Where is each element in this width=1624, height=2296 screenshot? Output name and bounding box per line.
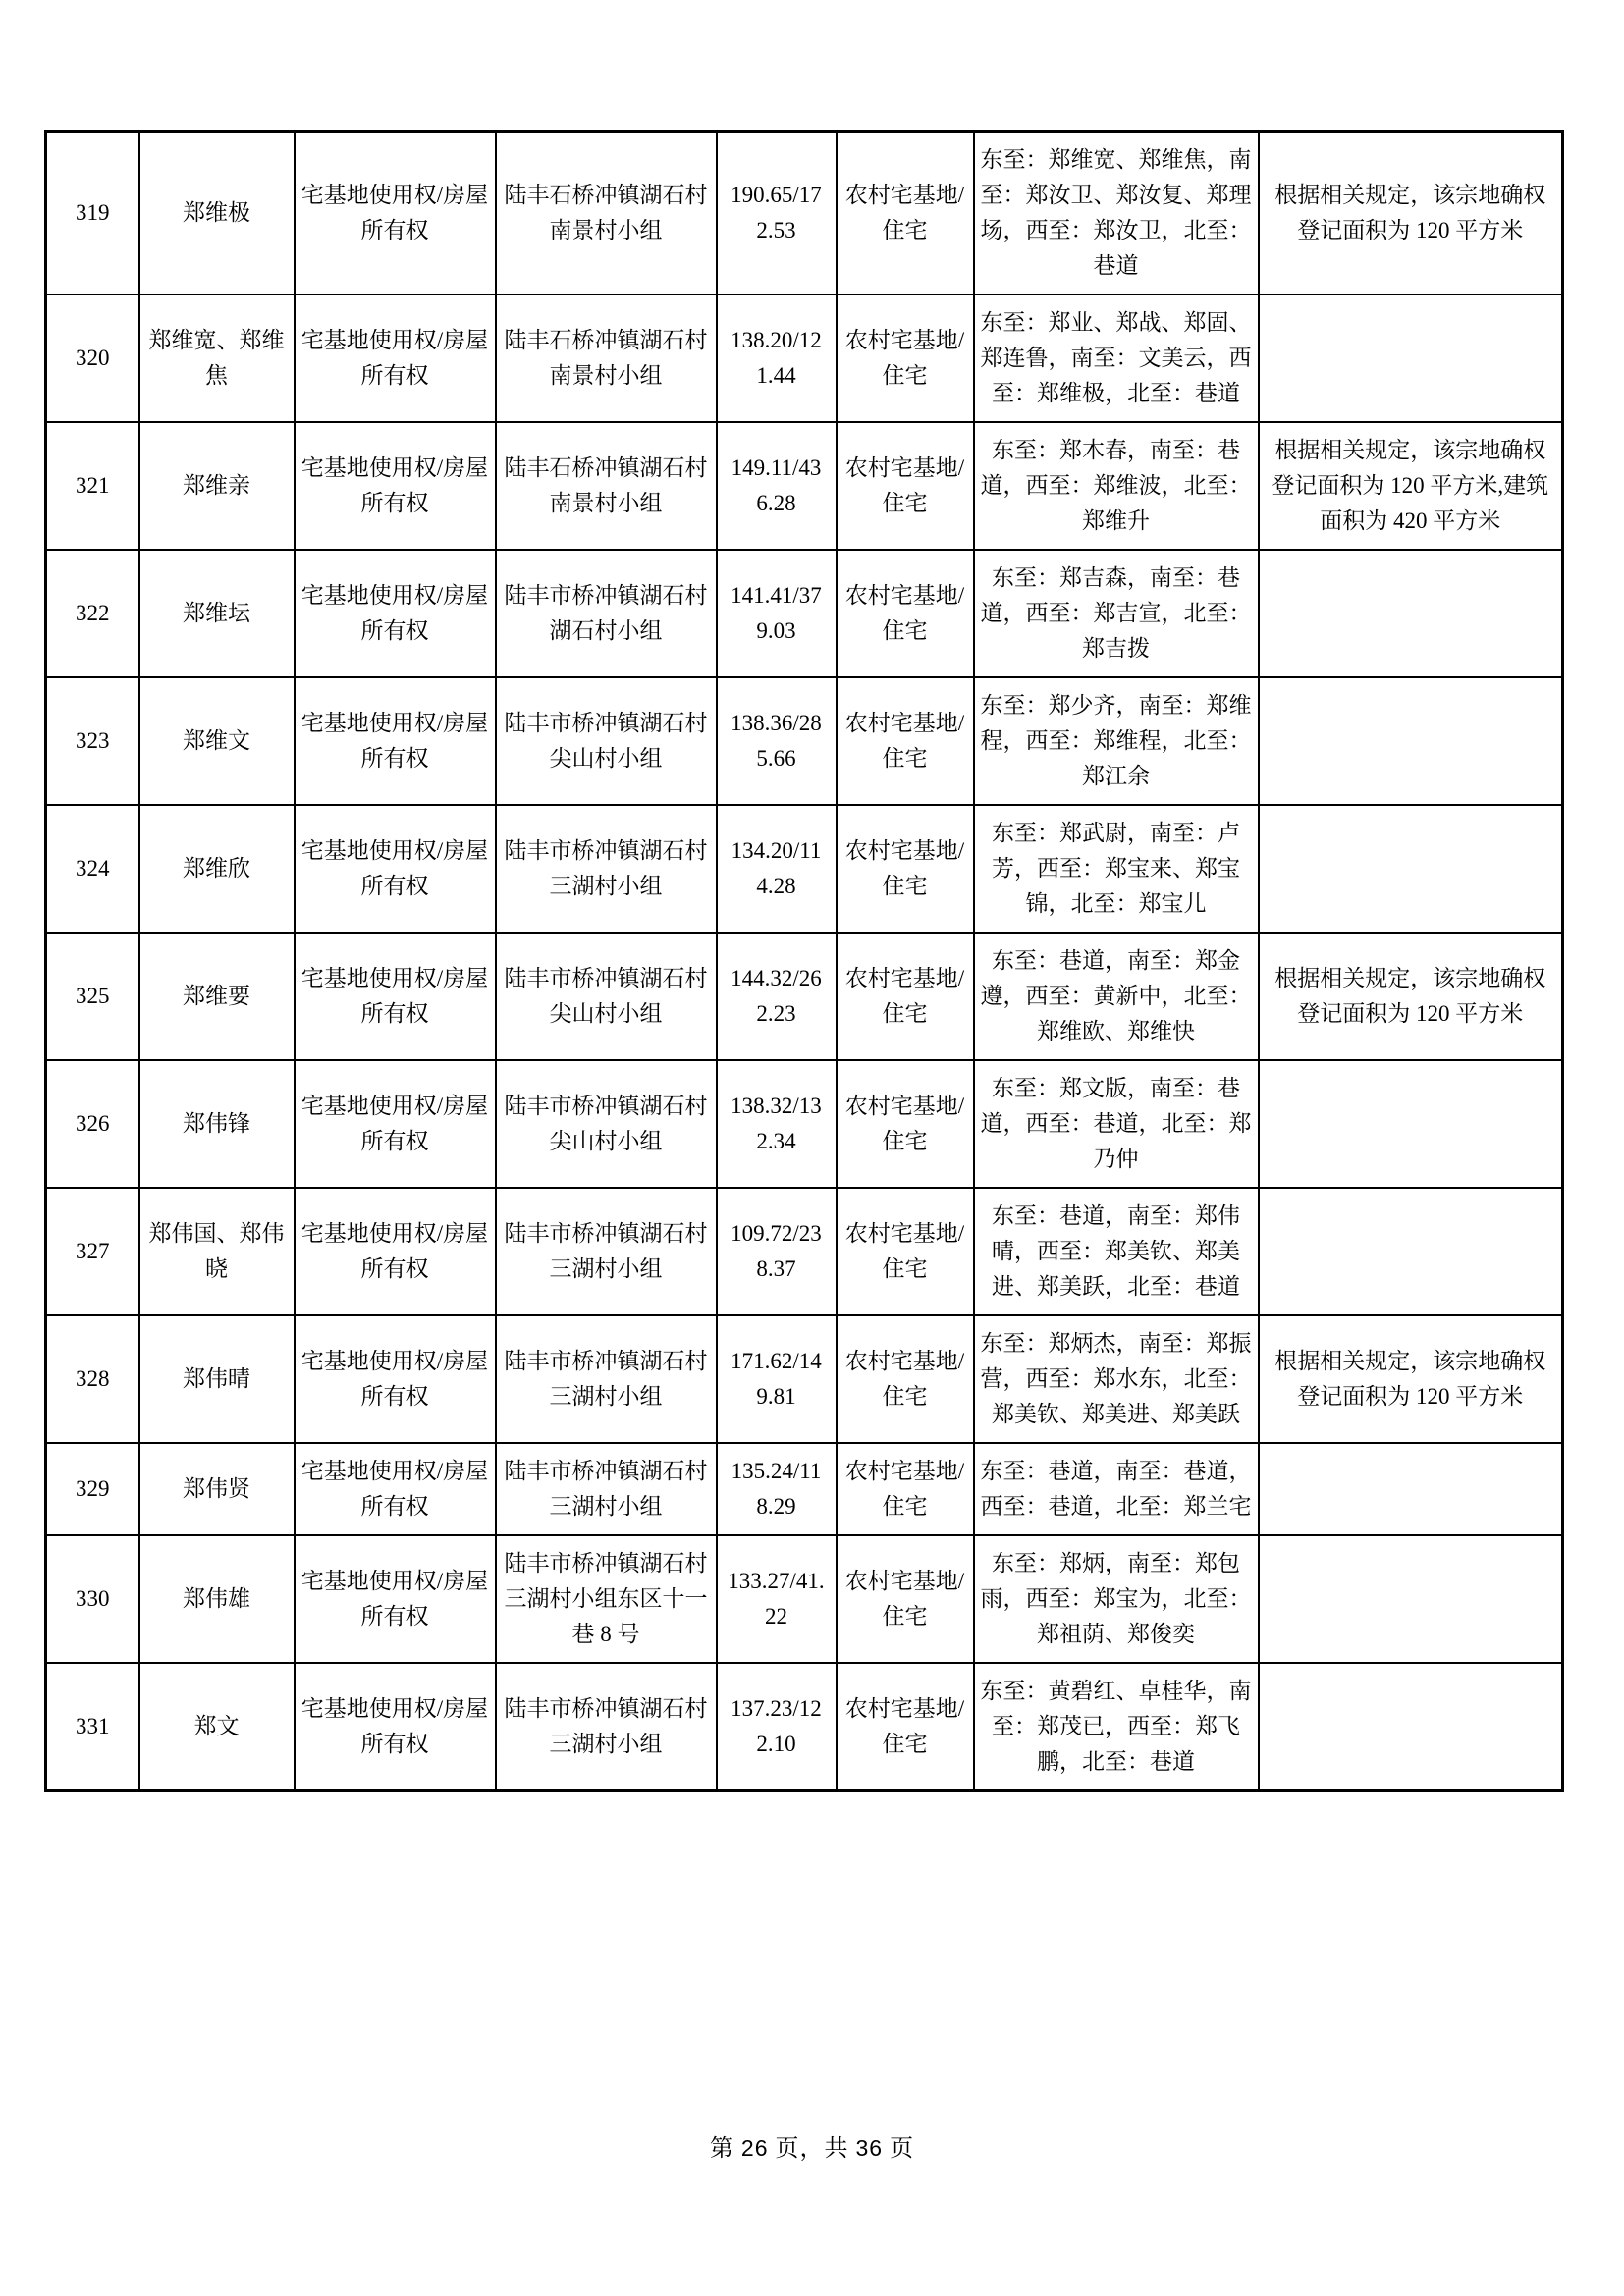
land-use-cell: 农村宅基地/住宅	[837, 550, 974, 677]
right-type-cell: 宅基地使用权/房屋所有权	[295, 550, 496, 677]
holder-name-cell: 郑伟晴	[139, 1315, 295, 1443]
land-use-cell: 农村宅基地/住宅	[837, 933, 974, 1060]
right-type-cell: 宅基地使用权/房屋所有权	[295, 677, 496, 805]
table-row	[46, 677, 1563, 805]
remark-cell	[1259, 1060, 1563, 1188]
parcel-location-cell: 陆丰石桥冲镇湖石村南景村小组	[496, 132, 717, 295]
parcel-boundaries-cell: 东至：巷道，南至：巷道，西至：巷道，北至：郑兰宅	[974, 1443, 1259, 1535]
row-number-cell: 322	[46, 550, 139, 677]
remark-cell: 根据相关规定，该宗地确权登记面积为 120 平方米	[1259, 1315, 1563, 1443]
holder-name-cell: 郑维坛	[139, 550, 295, 677]
remark-cell: 根据相关规定，该宗地确权登记面积为 120 平方米	[1259, 132, 1563, 295]
table-row	[46, 132, 1563, 295]
remark-cell	[1259, 550, 1563, 677]
table-row	[46, 1315, 1563, 1443]
remark-cell	[1259, 1443, 1563, 1535]
right-type-cell: 宅基地使用权/房屋所有权	[295, 294, 496, 422]
parcel-area-cell: 109.72/238.37	[717, 1188, 837, 1315]
land-use-cell: 农村宅基地/住宅	[837, 294, 974, 422]
parcel-area-cell: 149.11/436.28	[717, 422, 837, 550]
table-row	[46, 805, 1563, 933]
right-type-cell: 宅基地使用权/房屋所有权	[295, 1663, 496, 1791]
footer-text-suffix: 页	[883, 2136, 915, 2162]
parcel-boundaries-cell: 东至：郑炳杰，南至：郑振营，西至：郑水东，北至：郑美钦、郑美进、郑美跃	[974, 1315, 1259, 1443]
land-use-cell: 农村宅基地/住宅	[837, 1315, 974, 1443]
holder-name-cell: 郑伟贤	[139, 1443, 295, 1535]
parcel-location-cell: 陆丰市桥冲镇湖石村三湖村小组	[496, 1443, 717, 1535]
right-type-cell: 宅基地使用权/房屋所有权	[295, 1188, 496, 1315]
row-number-cell: 329	[46, 1443, 139, 1535]
parcel-boundaries-cell: 东至：郑武尉，南至：卢芳，西至：郑宝来、郑宝锦，北至：郑宝儿	[974, 805, 1259, 933]
remark-cell	[1259, 805, 1563, 933]
parcel-area-cell: 134.20/114.28	[717, 805, 837, 933]
holder-name-cell: 郑伟锋	[139, 1060, 295, 1188]
parcel-location-cell: 陆丰石桥冲镇湖石村南景村小组	[496, 294, 717, 422]
right-type-cell: 宅基地使用权/房屋所有权	[295, 132, 496, 295]
row-number-cell: 321	[46, 422, 139, 550]
parcel-area-cell: 171.62/149.81	[717, 1315, 837, 1443]
row-number-cell: 328	[46, 1315, 139, 1443]
row-number-cell: 326	[46, 1060, 139, 1188]
row-number-cell: 327	[46, 1188, 139, 1315]
holder-name-cell: 郑伟国、郑伟晓	[139, 1188, 295, 1315]
holder-name-cell: 郑维亲	[139, 422, 295, 550]
land-use-cell: 农村宅基地/住宅	[837, 1535, 974, 1663]
row-number-cell: 330	[46, 1535, 139, 1663]
row-number-cell: 331	[46, 1663, 139, 1791]
right-type-cell: 宅基地使用权/房屋所有权	[295, 805, 496, 933]
parcel-location-cell: 陆丰市桥冲镇湖石村尖山村小组	[496, 677, 717, 805]
parcel-boundaries-cell: 东至：巷道，南至：郑伟晴，西至：郑美钦、郑美进、郑美跃，北至：巷道	[974, 1188, 1259, 1315]
parcel-area-cell: 190.65/172.53	[717, 132, 837, 295]
parcel-area-cell: 138.36/285.66	[717, 677, 837, 805]
parcel-boundaries-cell: 东至：郑木春，南至：巷道，西至：郑维波，北至：郑维升	[974, 422, 1259, 550]
parcel-location-cell: 陆丰市桥冲镇湖石村三湖村小组	[496, 1315, 717, 1443]
parcel-boundaries-cell: 东至：郑文版，南至：巷道，西至：巷道，北至：郑乃仲	[974, 1060, 1259, 1188]
table-row	[46, 1443, 1563, 1535]
land-use-cell: 农村宅基地/住宅	[837, 1188, 974, 1315]
parcel-area-cell: 144.32/262.23	[717, 933, 837, 1060]
table-row	[46, 933, 1563, 1060]
row-number-cell: 325	[46, 933, 139, 1060]
parcel-location-cell: 陆丰市桥冲镇湖石村尖山村小组	[496, 1060, 717, 1188]
footer-text-middle: 页，共	[768, 2136, 856, 2162]
land-use-cell: 农村宅基地/住宅	[837, 132, 974, 295]
table-body	[46, 132, 1563, 1791]
parcel-location-cell: 陆丰市桥冲镇湖石村尖山村小组	[496, 933, 717, 1060]
row-number-cell: 320	[46, 294, 139, 422]
land-use-cell: 农村宅基地/住宅	[837, 1443, 974, 1535]
footer-text-prefix: 第	[709, 2136, 741, 2162]
holder-name-cell: 郑维文	[139, 677, 295, 805]
footer-current-page: 26	[740, 2135, 769, 2161]
right-type-cell: 宅基地使用权/房屋所有权	[295, 1535, 496, 1663]
table-row	[46, 550, 1563, 677]
right-type-cell: 宅基地使用权/房屋所有权	[295, 1060, 496, 1188]
table-row	[46, 294, 1563, 422]
parcel-location-cell: 陆丰市桥冲镇湖石村湖石村小组	[496, 550, 717, 677]
parcel-boundaries-cell: 东至：郑维宽、郑维焦，南至：郑汝卫、郑汝复、郑理场，西至：郑汝卫，北至：巷道	[974, 132, 1259, 295]
land-use-cell: 农村宅基地/住宅	[837, 1060, 974, 1188]
footer-total-pages: 36	[855, 2135, 884, 2161]
holder-name-cell: 郑维极	[139, 132, 295, 295]
parcel-area-cell: 133.27/41.22	[717, 1535, 837, 1663]
right-type-cell: 宅基地使用权/房屋所有权	[295, 1443, 496, 1535]
land-rights-table	[44, 130, 1564, 1792]
parcel-location-cell: 陆丰市桥冲镇湖石村三湖村小组	[496, 1663, 717, 1791]
table-row	[46, 422, 1563, 550]
land-use-cell: 农村宅基地/住宅	[837, 805, 974, 933]
holder-name-cell: 郑文	[139, 1663, 295, 1791]
right-type-cell: 宅基地使用权/房屋所有权	[295, 933, 496, 1060]
table-row	[46, 1188, 1563, 1315]
remark-cell	[1259, 1663, 1563, 1791]
remark-cell	[1259, 294, 1563, 422]
parcel-area-cell: 135.24/118.29	[717, 1443, 837, 1535]
table-row	[46, 1060, 1563, 1188]
holder-name-cell: 郑维宽、郑维焦	[139, 294, 295, 422]
parcel-boundaries-cell: 东至：黄碧红、卓桂华，南至：郑茂已，西至：郑飞鹏，北至：巷道	[974, 1663, 1259, 1791]
land-use-cell: 农村宅基地/住宅	[837, 422, 974, 550]
parcel-boundaries-cell: 东至：郑吉森，南至：巷道，西至：郑吉宣，北至：郑吉拨	[974, 550, 1259, 677]
parcel-area-cell: 141.41/379.03	[717, 550, 837, 677]
remark-cell	[1259, 677, 1563, 805]
table-row	[46, 1663, 1563, 1791]
parcel-location-cell: 陆丰市桥冲镇湖石村三湖村小组东区十一巷 8 号	[496, 1535, 717, 1663]
remark-cell	[1259, 1535, 1563, 1663]
remark-cell: 根据相关规定，该宗地确权登记面积为 120 平方米	[1259, 933, 1563, 1060]
land-use-cell: 农村宅基地/住宅	[837, 677, 974, 805]
parcel-area-cell: 138.32/132.34	[717, 1060, 837, 1188]
remark-cell: 根据相关规定，该宗地确权登记面积为 120 平方米,建筑面积为 420 平方米	[1259, 422, 1563, 550]
holder-name-cell: 郑维欣	[139, 805, 295, 933]
holder-name-cell: 郑伟雄	[139, 1535, 295, 1663]
row-number-cell: 324	[46, 805, 139, 933]
parcel-location-cell: 陆丰石桥冲镇湖石村南景村小组	[496, 422, 717, 550]
page-footer	[0, 2128, 1624, 2163]
right-type-cell: 宅基地使用权/房屋所有权	[295, 422, 496, 550]
parcel-area-cell: 137.23/122.10	[717, 1663, 837, 1791]
holder-name-cell: 郑维要	[139, 933, 295, 1060]
table-row	[46, 1535, 1563, 1663]
parcel-boundaries-cell: 东至：郑业、郑战、郑固、郑连鲁，南至：文美云，西至：郑维极，北至：巷道	[974, 294, 1259, 422]
parcel-boundaries-cell: 东至：巷道，南至：郑金遵，西至：黄新中，北至：郑维欧、郑维快	[974, 933, 1259, 1060]
parcel-location-cell: 陆丰市桥冲镇湖石村三湖村小组	[496, 805, 717, 933]
parcel-boundaries-cell: 东至：郑少齐，南至：郑维程，西至：郑维程，北至：郑江余	[974, 677, 1259, 805]
row-number-cell: 319	[46, 132, 139, 295]
parcel-area-cell: 138.20/121.44	[717, 294, 837, 422]
land-use-cell: 农村宅基地/住宅	[837, 1663, 974, 1791]
right-type-cell: 宅基地使用权/房屋所有权	[295, 1315, 496, 1443]
parcel-boundaries-cell: 东至：郑炳，南至：郑包雨，西至：郑宝为，北至：郑祖荫、郑俊奕	[974, 1535, 1259, 1663]
row-number-cell: 323	[46, 677, 139, 805]
parcel-location-cell: 陆丰市桥冲镇湖石村三湖村小组	[496, 1188, 717, 1315]
remark-cell	[1259, 1188, 1563, 1315]
